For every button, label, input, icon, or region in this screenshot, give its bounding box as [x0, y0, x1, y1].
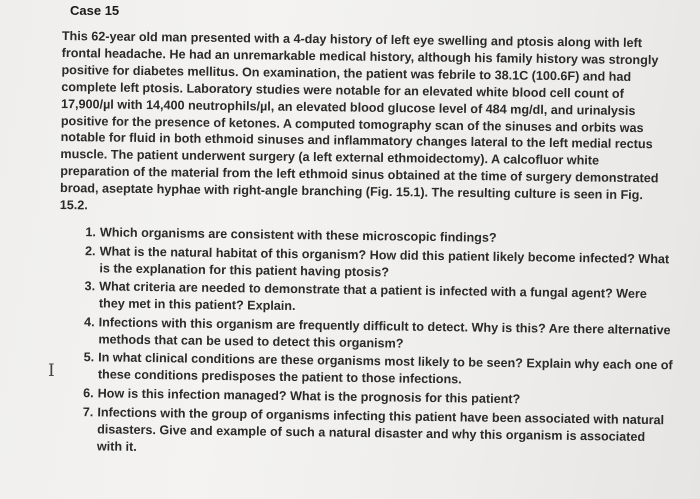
question-text: In what clinical conditions are these organisms most likely to be seen? Explain why each one of these conditions predisposes the patient to those infections.: [97, 350, 673, 387]
question-text: What criteria are needed to demonstrate that a patient is infected with a fungal agent? Were they met in this patient? Explain.: [98, 279, 647, 314]
question-text: How is this infection managed? What is the prognosis for this patient?: [97, 386, 521, 407]
question-text: Infections with the group of organisms infecting this patient have been associated with natural disasters. Give and example of such a natural disaster and why this organism is associated with it.: [96, 404, 665, 454]
question-number: 6.: [83, 386, 94, 401]
question-number: 2.: [85, 243, 96, 258]
question-text: Which organisms are consistent with these microscopic findings?: [99, 225, 497, 245]
text-cursor-icon: I: [48, 361, 55, 381]
question-number: 5.: [83, 350, 95, 365]
question-number: 1.: [85, 225, 96, 240]
case-title: Case 15: [70, 3, 120, 18]
question-text: What is the natural habitat of this organism? How did this patient likely become infected? What is the explanation for this patient having ptosis?: [99, 243, 670, 279]
case-description: This 62-year old man presented with a 4-day history of left eye swelling and ptosis along with left frontal headache. He had an unremarkable medical history, although his family history was strongly positive for diabetes mellitus. On examination, the patient was febrile to 38.1C (100.6F) and had complete left ptosis. Laboratory studies were notable for an elevated white blood cell count of 17,900/µl with 14,400 neutrophils/µl, an elevated blood glucose level of 484 mg/dl, and urinalysis positive for the presence of ketones. A computed tomography scan of the sinuses and orbits was notable for fluid in both ethmoid sinuses and inflammatory changes lateral to the left medial rectus muscle. The patient underwent surgery (a left external ethmoidectomy). A calcofluor white preparation of the material from the left ethmoid sinus obtained at the time of surgery demonstrated broad, aseptate hyphae with right-angle branching (Fig. 15.1). The resulting culture is seen in Fig. 15.2.: [59, 28, 659, 213]
question-number: 4.: [84, 314, 95, 330]
question-number: 7.: [82, 404, 94, 419]
question-number: 3.: [84, 279, 96, 294]
question-text: Infections with this organism are frequently difficult to detect. Why is this? Are there alternative methods that can be used to detect this organism?: [98, 315, 671, 351]
question-item: [73, 404, 674, 463]
question-list: [73, 224, 676, 465]
